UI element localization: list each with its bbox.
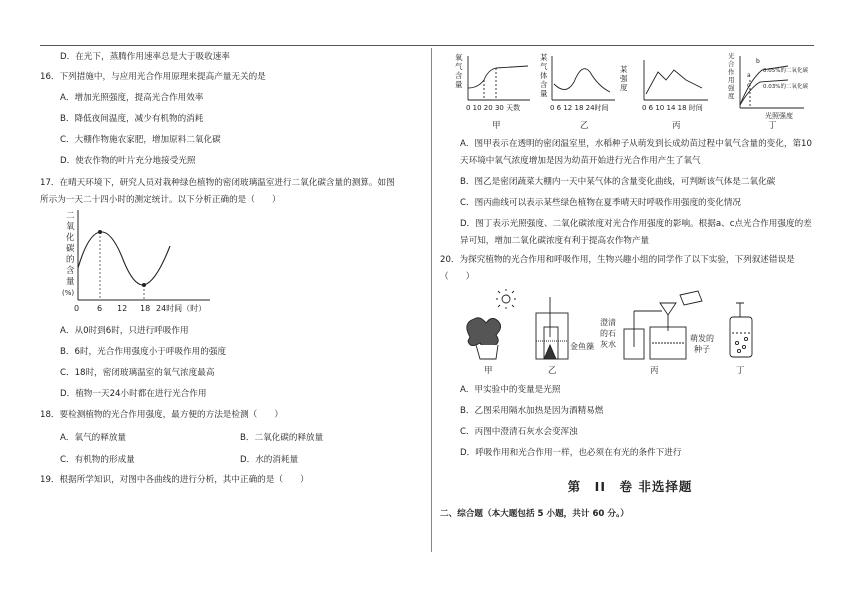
q19-option-c: C．图丙曲线可以表示某些绿色植物在夏季晴天时呼吸作用强度的变化情况 (460, 198, 742, 208)
tick-18: 18 (140, 304, 151, 313)
ding-ylabel: 光 (728, 52, 735, 60)
fig-label-jia: 甲 (492, 121, 501, 130)
exp-ding-jar (730, 303, 752, 357)
bing-ticks: 0 6 10 14 18 时间 (642, 104, 703, 112)
q19-figures (440, 50, 820, 130)
peak-point (98, 230, 102, 234)
exp-label-ding: 丁 (736, 366, 745, 376)
yi-ylabel: 气 (540, 62, 548, 71)
q17-co2-chart (60, 208, 260, 318)
ding-curve2: 0.03%的二氧化碳 (763, 84, 808, 90)
jia-ylabel: 氧 (455, 53, 463, 62)
fig-label-bing: 丙 (672, 121, 681, 130)
q20-option-b: B．乙图采用隔水加热是因为酒精易燃 (460, 406, 604, 416)
q17-option-a: A．从0时到6时，只进行呼吸作用 (60, 326, 189, 336)
q20-experiment-figures (440, 287, 820, 377)
q17-option-d: D．植物一天24小时都在进行光合作用 (60, 389, 207, 399)
yi-ylabel: 体 (540, 71, 548, 80)
trough-point (142, 283, 146, 287)
q18-options-row2 (40, 453, 425, 465)
jia-ylabel: 气 (455, 62, 463, 71)
section-2-heading: 二、综合题（本大题包括 5 小题，共计 60 分。） (440, 509, 629, 519)
q20-stem-line1: 20．为探究植物的光合作用和呼吸作用，生物兴趣小组的同学作了以下实验，下列叙述错误是 (440, 255, 795, 265)
q17-option-b: B．6时，光合作用强度小于呼吸作用的强度 (60, 347, 227, 357)
ylabel-char: 二 (66, 211, 75, 221)
column-divider (431, 48, 432, 552)
ding-ylabel: 用 (728, 76, 735, 84)
exp-label-jia: 甲 (484, 366, 493, 376)
ylabel-char: 碳 (66, 244, 75, 254)
q18-option-b: B．二氧化碳的释放量 (240, 433, 324, 443)
ding-ylabel: 度 (728, 92, 735, 100)
q20-stem-line2: （ ） (440, 272, 475, 282)
q18-option-a: A．氧气的释放量 (60, 433, 127, 443)
q17-stem-line1: 17．在晴天环境下，研究人员对栽种绿色植物的密闭玻璃温室进行二氧化碳含量的测算。如图 (40, 178, 395, 188)
yi-ylabel: 含 (540, 80, 548, 89)
bing-ylabel: 强 (620, 74, 628, 83)
fig-yi (552, 56, 615, 100)
fig-jia (468, 56, 530, 100)
q20-option-a: A．甲实验中的变量是光照 (460, 385, 561, 395)
right-column (440, 50, 820, 520)
label-mengfa-1: 萌发的 (690, 334, 714, 343)
ylabel-char: 的 (66, 255, 75, 265)
q16-option-a: A．增加光照强度，提高光合作用效率 (60, 93, 204, 103)
tick-6: 6 (97, 304, 103, 313)
header-rule (40, 45, 814, 46)
q18-stem: 18．要检测植物的光合作用强度，最方便的方法是检测（ ） (40, 410, 283, 420)
q19-stem: 19．根据所学知识，对图中各曲线的进行分析，其中正确的是（ ） (40, 475, 309, 485)
ding-ylabel: 强 (728, 84, 735, 92)
exp-jia-plant (467, 289, 516, 359)
q16-option-c: C．大棚作物施农家肥，增加原料二氧化碳 (60, 135, 221, 145)
yi-ylabel: 量 (540, 89, 548, 98)
q20-option-c: C．丙图中澄清石灰水会变浑浊 (460, 427, 578, 437)
tick-12: 12 (117, 304, 128, 313)
q15-option-d: D．在光下，蒸腾作用速率总是大于吸收速率 (60, 52, 230, 62)
label-jinyuzao: 金鱼藻 (570, 342, 594, 351)
label-mengfa-2: 种子 (694, 345, 710, 354)
q16-option-b: B．降低夜间温度，减少有机物的消耗 (60, 114, 204, 124)
exp-label-bing: 丙 (650, 366, 659, 376)
q17-stem-line2: 所示为一天二十四小时的测定统计。以下分析正确的是（ ） (40, 195, 281, 205)
fig-label-yi: 乙 (580, 121, 589, 130)
fig-bing (644, 60, 708, 100)
q19-option-a: A．图甲表示在透明的密闭温室里，水稻种子从萌发到长成幼苗过程中氧气含量的变化，第10天环境中氧气浓度增加是因为幼苗开始进行光合作用产生了氧气 (460, 139, 812, 166)
section-title: 第 II 卷 非选择题 (567, 479, 693, 494)
label-shihui-3: 灰水 (600, 340, 616, 349)
exp-bing-apparatus (624, 291, 702, 359)
ding-label-a: a (747, 72, 751, 79)
q18-option-d: D．水的消耗量 (240, 455, 299, 465)
ding-label-b: b (756, 58, 760, 65)
fig-label-ding: 丁 (768, 121, 777, 130)
jia-ylabel: 含 (455, 71, 463, 80)
q16-option-d: D．使农作物的叶片充分地接受光照 (60, 156, 196, 166)
q20-option-d: D．呼吸作用和光合作用一样，也必须在有光的条件下进行 (460, 448, 682, 458)
ylabel-char: 量 (66, 277, 75, 287)
q16-stem: 16．下列措施中，与应用光合作用原理来提高产量无关的是 (40, 72, 266, 82)
q19-option-b: B．图乙是密闭蔬菜大棚内一天中某气体的含量变化曲线，可判断该气体是二氧化碳 (460, 177, 776, 187)
label-shihui-1: 澄清 (600, 318, 616, 327)
ding-ylabel: 合 (728, 60, 735, 68)
ding-xlabel: 光照强度 (765, 112, 793, 120)
ylabel-char: 氧 (66, 222, 75, 232)
bing-ylabel: 某 (620, 65, 628, 74)
q19-option-d: D．图丁表示光照强度、二氧化碳浓度对光合作用强度的影响。根据a、c点光合作用强度的差异可知，增加二氧化碳浓度有利于提高农作物产量 (460, 219, 812, 246)
yi-ylabel: 某 (540, 53, 548, 62)
co2-curve (78, 232, 170, 285)
jia-ylabel: 量 (455, 80, 463, 89)
q18-option-c: C．有机物的形成量 (60, 455, 135, 465)
yi-ticks: 0 6 12 18 24时间 (550, 104, 609, 112)
left-column (40, 52, 425, 486)
ylabel-char: 含 (66, 266, 75, 276)
ding-curve1: 0.05%的二氧化碳 (763, 68, 808, 74)
x-axis-label: 24时间（时） (156, 304, 207, 313)
label-shihui-2: 的石 (600, 329, 616, 338)
tick-0: 0 (74, 304, 80, 313)
ding-ylabel: 作 (728, 68, 735, 76)
exp-yi-beakers (536, 297, 568, 359)
ding-label-c: c (747, 82, 751, 89)
q18-options-row1 (40, 431, 425, 443)
bing-ylabel: 度 (620, 83, 628, 92)
jia-ticks: 0 10 20 30 天数 (466, 104, 521, 112)
q17-option-c: C．18时，密闭玻璃温室的氧气浓度最高 (60, 368, 215, 378)
q17-chart-ylabel (62, 211, 75, 297)
exp-label-yi: 乙 (548, 366, 557, 376)
ylabel-char: (%) (62, 289, 75, 297)
ylabel-char: 化 (66, 233, 75, 243)
